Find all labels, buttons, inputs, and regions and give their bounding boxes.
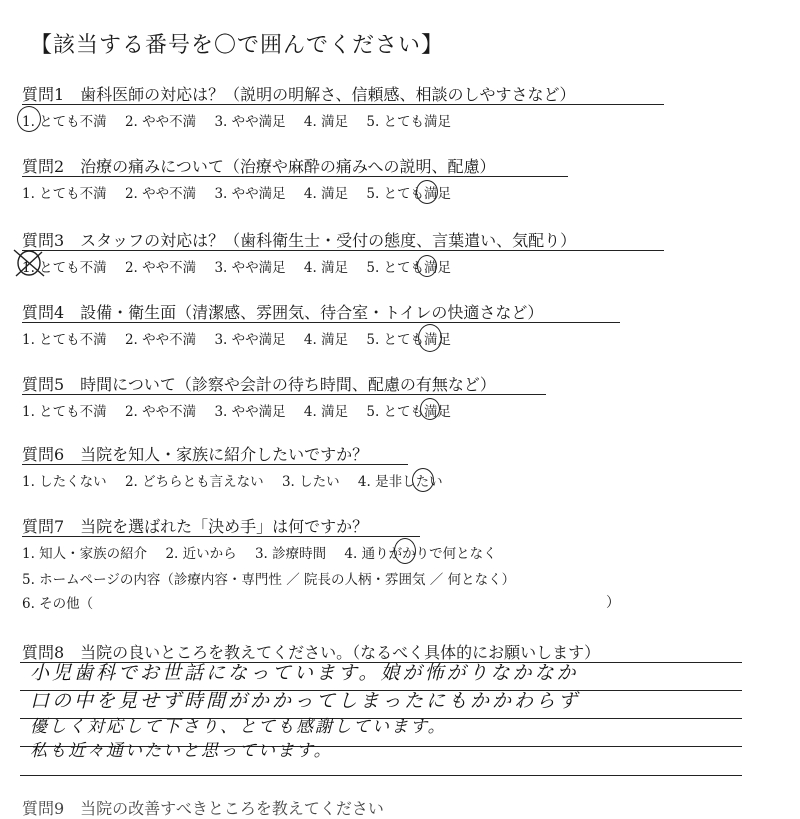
q5-answer-circle (420, 398, 440, 420)
q3-option-4[interactable]: 4. 満足 (303, 260, 349, 276)
question-5-underline (22, 394, 546, 395)
q3-crossed-circle-mark (10, 244, 50, 280)
q6-answer-circle (412, 468, 434, 492)
q3-option-5[interactable]: 5. とても満足 (366, 260, 452, 276)
question-6-options (22, 470, 457, 490)
q8-handwritten-line-4: 私も近々通いたいと思っています。 (30, 741, 333, 761)
q7-option-6-close-paren: ） (606, 595, 620, 611)
q4-option-3[interactable]: 3. やや満足 (214, 332, 286, 348)
q2-option-2[interactable]: 2. やや不満 (124, 186, 197, 202)
q7-option-4[interactable]: 4. 通りがかりで何となく (344, 546, 497, 562)
question-2-options (22, 182, 465, 202)
question-5-options (22, 400, 465, 420)
question-2-underline (22, 176, 568, 177)
q5-option-4[interactable]: 4. 満足 (303, 404, 349, 420)
question-8-text: 質問8 当院の良いところを教えてください。（なるべく具体的にお願いします） (22, 643, 601, 662)
q1-answer-circle (17, 106, 41, 132)
q1-option-3[interactable]: 3. やや満足 (214, 114, 286, 130)
question-5-text: 質問5 時間について（診察や会計の待ち時間、配慮の有無など） (22, 375, 496, 394)
q1-option-2[interactable]: 2. やや不満 (124, 114, 197, 130)
page-title: 【該当する番号を〇で囲んでください】 (30, 33, 445, 58)
q8-handwritten-line-2: 口の中を見せず時間がかかってしまったにもかかわらず (30, 690, 581, 712)
q7-option-5[interactable]: 5. ホームページの内容（診療内容・専門性 ／ 院長の人柄・雰囲気 ／ 何となく） (22, 572, 516, 588)
q4-option-5[interactable]: 5. とても満足 (366, 332, 452, 348)
q7-option-3[interactable]: 3. 診療時間 (254, 546, 327, 562)
question-3-underline (22, 250, 664, 251)
q7-option-6[interactable]: 6. その他（ (22, 596, 94, 612)
question-1-underline (22, 104, 664, 105)
q4-option-4[interactable]: 4. 満足 (303, 332, 349, 348)
q3-option-1[interactable]: 1. とても不満 (22, 260, 107, 276)
question-3-text: 質問3 スタッフの対応は？（歯科衛生士・受付の態度、言葉遣い、気配り） (22, 231, 577, 250)
q1-option-1[interactable]: 1. とても不満 (22, 114, 107, 130)
q4-answer-circle (418, 324, 442, 352)
q7-option-2[interactable]: 2. 近いから (165, 546, 237, 562)
question-1-text: 質問1 歯科医師の対応は？（説明の明解さ、信頼感、相談のしやすさなど） (22, 85, 576, 104)
question-4-underline (22, 322, 620, 323)
q1-option-4[interactable]: 4. 満足 (303, 114, 349, 130)
q5-option-1[interactable]: 1. とても不満 (22, 404, 107, 420)
q2-option-3[interactable]: 3. やや満足 (214, 186, 286, 202)
q3-answer-circle (417, 255, 437, 277)
q2-option-5[interactable]: 5. とても満足 (366, 186, 452, 202)
q3-option-3[interactable]: 3. やや満足 (214, 260, 286, 276)
question-2-text: 質問2 治療の痛みについて（治療や麻酔の痛みへの説明、配慮） (22, 157, 496, 176)
question-4-options (22, 328, 465, 348)
question-6-underline (22, 464, 408, 465)
q4-option-2[interactable]: 2. やや不満 (124, 332, 197, 348)
question-7-options-line1 (22, 542, 511, 562)
q2-option-1[interactable]: 1. とても不満 (22, 186, 107, 202)
q2-answer-circle (416, 180, 438, 204)
question-7-underline (22, 536, 420, 537)
q3-option-2[interactable]: 2. やや不満 (124, 260, 197, 276)
q7-option-1[interactable]: 1. 知人・家族の紹介 (22, 546, 148, 562)
q8-handwritten-line-1: 小児歯科でお世話になっています。娘が怖がりなかなか (30, 662, 579, 684)
answer-line-5 (20, 775, 742, 776)
question-7-text: 質問7 当院を選ばれた「決め手」は何ですか？ (22, 517, 369, 536)
q6-option-3[interactable]: 3. したい (281, 474, 340, 490)
q7-answer-circle (394, 538, 416, 564)
q4-option-1[interactable]: 1. とても不満 (22, 332, 107, 348)
q6-option-1[interactable]: 1. したくない (22, 474, 107, 490)
question-3-options (22, 256, 465, 276)
q5-option-3[interactable]: 3. やや満足 (214, 404, 286, 420)
q8-handwritten-line-3: 優しく対応して下さり、とても感謝しています。 (30, 717, 447, 737)
q2-option-4[interactable]: 4. 満足 (303, 186, 349, 202)
question-6-text: 質問6 当院を知人・家族に紹介したいですか？ (22, 445, 369, 464)
question-4-text: 質問4 設備・衛生面（清潔感、雰囲気、待合室・トイレの快適さなど） (22, 303, 544, 322)
q5-option-5[interactable]: 5. とても満足 (366, 404, 452, 420)
q5-option-2[interactable]: 2. やや不満 (124, 404, 197, 420)
q1-option-5[interactable]: 5. とても満足 (366, 114, 452, 130)
q6-option-2[interactable]: 2. どちらとも言えない (124, 474, 264, 490)
question-1-options (22, 110, 465, 130)
q6-option-4[interactable]: 4. 是非したい (357, 474, 443, 490)
question-9-text-partial: 質問9 当院の改善すべきところを教えてください (22, 799, 384, 818)
